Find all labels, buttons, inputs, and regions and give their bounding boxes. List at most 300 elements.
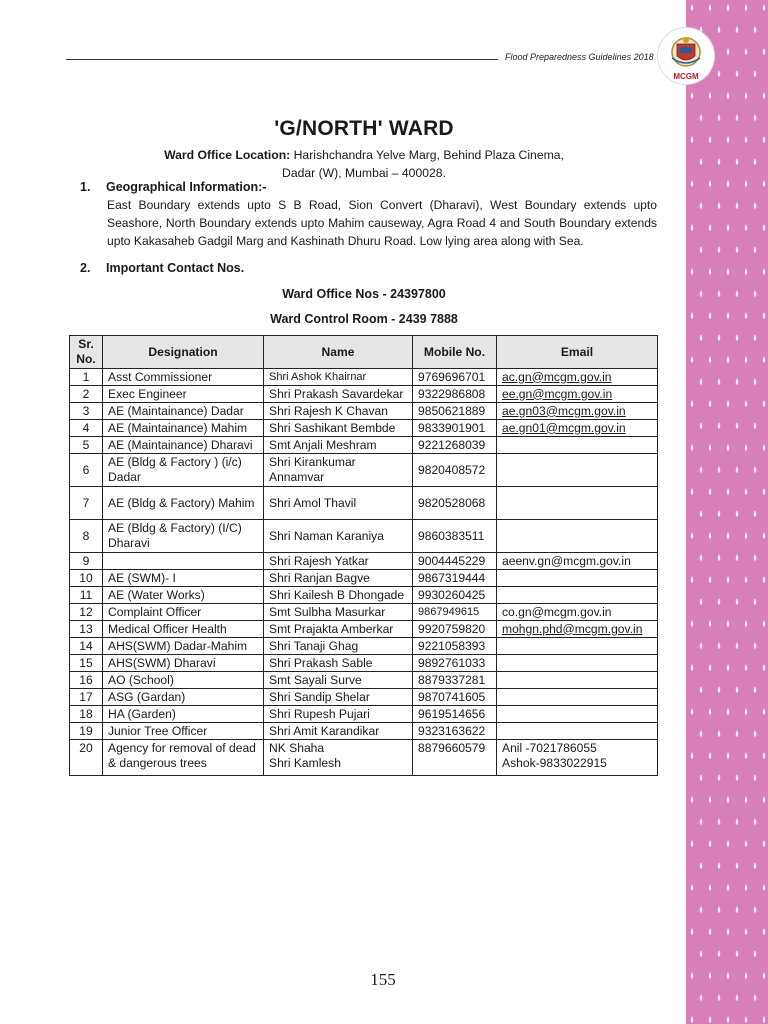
raindrop-shape	[745, 136, 748, 143]
table-row	[70, 386, 658, 403]
cell-email	[497, 587, 658, 604]
raindrop-shape	[727, 92, 730, 99]
raindrop-shape	[709, 444, 712, 451]
cell-designation: AO (School)	[103, 672, 264, 689]
raindrop-shape	[718, 70, 721, 77]
raindrop-shape	[763, 268, 766, 275]
cell-name: Shri Prakash Savardekar	[264, 386, 413, 403]
cell-designation: Medical Officer Health	[103, 621, 264, 638]
raindrop-shape	[727, 444, 730, 451]
raindrop-shape	[700, 686, 703, 693]
raindrop-shape	[700, 598, 703, 605]
raindrop-shape	[736, 26, 739, 33]
raindrop-shape	[754, 906, 757, 913]
raindrop-shape	[700, 422, 703, 429]
ward-control-room: Ward Control Room - 2439 7888	[270, 312, 458, 326]
agency-contact-name: NK Shaha	[269, 741, 325, 755]
cell-sr: 10	[70, 570, 103, 587]
decorative-pink-side-band	[686, 0, 768, 1024]
location-line2: Dadar (W), Mumbai – 400028.	[282, 166, 446, 180]
raindrop-shape	[700, 730, 703, 737]
raindrop-shape	[727, 752, 730, 759]
cell-email	[497, 655, 658, 672]
cell-sr: 7	[70, 487, 103, 520]
raindrop-shape	[754, 158, 757, 165]
cell-name: Smt Prajakta Amberkar	[264, 621, 413, 638]
raindrop-shape	[763, 620, 766, 627]
cell-name: Smt Sayali Surve	[264, 672, 413, 689]
raindrop-shape	[763, 708, 766, 715]
cell-sr: 19	[70, 723, 103, 740]
cell-email	[497, 520, 658, 553]
cell-designation: ASG (Gardan)	[103, 689, 264, 706]
raindrop-shape	[709, 620, 712, 627]
agency-contact-name-2: Shri Kamlesh	[269, 756, 341, 770]
raindrop-shape	[745, 664, 748, 671]
raindrop-shape	[718, 158, 721, 165]
raindrop-pattern	[686, 0, 768, 1024]
cell-mobile: 9870741605	[413, 689, 497, 706]
raindrop-shape	[736, 554, 739, 561]
raindrop-shape	[718, 554, 721, 561]
raindrop-shape	[754, 466, 757, 473]
cell-name: Shri Prakash Sable	[264, 655, 413, 672]
cell-name: Shri Naman Karaniya	[264, 520, 413, 553]
cell-designation: AHS(SWM) Dadar-Mahim	[103, 638, 264, 655]
raindrop-shape	[718, 818, 721, 825]
email-link[interactable]: ae.gn03@mcgm.gov.in	[502, 403, 626, 418]
email-link[interactable]: mohgn.phd@mcgm.gov.in	[502, 621, 643, 636]
raindrop-shape	[736, 466, 739, 473]
cell-email[interactable]	[497, 621, 658, 638]
raindrop-shape	[718, 466, 721, 473]
table-row	[70, 689, 658, 706]
raindrop-shape	[691, 268, 694, 275]
raindrop-shape	[691, 224, 694, 231]
col-header-sr: Sr. No.	[70, 336, 103, 369]
raindrop-shape	[754, 642, 757, 649]
raindrop-shape	[691, 4, 694, 11]
raindrop-shape	[763, 224, 766, 231]
raindrop-shape	[727, 840, 730, 847]
section-contacts-heading	[80, 261, 244, 275]
cell-name: Shri Rupesh Pujari	[264, 706, 413, 723]
raindrop-shape	[745, 796, 748, 803]
cell-mobile: 9221268039	[413, 437, 497, 454]
raindrop-shape	[691, 620, 694, 627]
raindrop-shape	[736, 642, 739, 649]
cell-designation: AE (Maintainance) Mahim	[103, 420, 264, 437]
raindrop-shape	[763, 312, 766, 319]
cell-email	[497, 437, 658, 454]
cell-designation: AE (Bldg & Factory) Mahim	[103, 487, 264, 520]
raindrop-shape	[691, 444, 694, 451]
cell-sr: 3	[70, 403, 103, 420]
raindrop-shape	[691, 752, 694, 759]
agency-contact-phone: Anil -7021786055	[502, 741, 597, 755]
raindrop-shape	[718, 334, 721, 341]
raindrop-shape	[763, 840, 766, 847]
raindrop-shape	[754, 378, 757, 385]
raindrop-shape	[718, 510, 721, 517]
cell-mobile: 9769696701	[413, 369, 497, 386]
cell-designation: AE (SWM)- I	[103, 570, 264, 587]
section-number: 1.	[80, 180, 91, 194]
cell-designation: AE (Maintainance) Dharavi	[103, 437, 264, 454]
raindrop-shape	[727, 576, 730, 583]
raindrop-shape	[754, 70, 757, 77]
col-header-designation: Designation	[103, 336, 264, 369]
raindrop-shape	[709, 400, 712, 407]
raindrop-shape	[700, 906, 703, 913]
cell-email[interactable]	[497, 386, 658, 403]
raindrop-shape	[745, 92, 748, 99]
raindrop-shape	[763, 400, 766, 407]
section-number: 2.	[80, 261, 91, 275]
raindrop-shape	[691, 708, 694, 715]
table-row	[70, 638, 658, 655]
email-link[interactable]: ee.gn@mcgm.gov.in	[502, 386, 613, 401]
cell-name: Shri Sashikant Bembde	[264, 420, 413, 437]
table-row	[70, 570, 658, 587]
raindrop-shape	[691, 664, 694, 671]
raindrop-shape	[709, 840, 712, 847]
raindrop-shape	[736, 774, 739, 781]
raindrop-shape	[754, 202, 757, 209]
cell-sr: 12	[70, 604, 103, 621]
raindrop-shape	[763, 664, 766, 671]
raindrop-shape	[754, 246, 757, 253]
cell-designation: HA (Garden)	[103, 706, 264, 723]
cell-designation	[103, 553, 264, 570]
raindrop-shape	[718, 378, 721, 385]
raindrop-shape	[745, 532, 748, 539]
raindrop-shape	[718, 202, 721, 209]
raindrop-shape	[727, 268, 730, 275]
guideline-title: Flood Preparedness Guidelines 2018	[505, 52, 654, 62]
raindrop-shape	[745, 4, 748, 11]
raindrop-shape	[718, 422, 721, 429]
raindrop-shape	[763, 928, 766, 935]
page-title: 'G/NORTH' WARD	[274, 117, 454, 140]
table-row	[70, 454, 658, 487]
raindrop-shape	[691, 488, 694, 495]
raindrop-shape	[691, 92, 694, 99]
cell-name: Shri Kirankumar Annamvar	[264, 454, 413, 487]
raindrop-shape	[718, 730, 721, 737]
contacts-table	[69, 335, 658, 776]
cell-email	[497, 689, 658, 706]
raindrop-shape	[763, 1016, 766, 1023]
cell-designation: AE (Bldg & Factory ) (i/c) Dadar	[103, 454, 264, 487]
mcgm-logo	[658, 28, 714, 84]
raindrop-shape	[745, 356, 748, 363]
cell-mobile: 9323163622	[413, 723, 497, 740]
cell-email[interactable]	[497, 403, 658, 420]
raindrop-shape	[700, 950, 703, 957]
raindrop-shape	[763, 356, 766, 363]
raindrop-shape	[700, 818, 703, 825]
raindrop-shape	[754, 554, 757, 561]
raindrop-shape	[700, 774, 703, 781]
cell-sr: 2	[70, 386, 103, 403]
raindrop-shape	[763, 136, 766, 143]
raindrop-shape	[745, 180, 748, 187]
raindrop-shape	[736, 70, 739, 77]
raindrop-shape	[763, 4, 766, 11]
raindrop-shape	[754, 334, 757, 341]
cell-sr: 9	[70, 553, 103, 570]
raindrop-shape	[691, 796, 694, 803]
raindrop-shape	[763, 576, 766, 583]
cell-mobile: 9930260425	[413, 587, 497, 604]
raindrop-shape	[718, 686, 721, 693]
raindrop-shape	[763, 92, 766, 99]
cell-email	[497, 740, 658, 776]
cell-sr: 20	[70, 740, 103, 776]
logo-label: MCGM	[673, 72, 699, 81]
raindrop-shape	[763, 796, 766, 803]
cell-sr: 16	[70, 672, 103, 689]
raindrop-shape	[763, 752, 766, 759]
raindrop-shape	[709, 576, 712, 583]
raindrop-shape	[709, 708, 712, 715]
raindrop-shape	[745, 576, 748, 583]
raindrop-shape	[745, 224, 748, 231]
cell-email	[497, 570, 658, 587]
raindrop-shape	[709, 928, 712, 935]
raindrop-shape	[763, 488, 766, 495]
raindrop-shape	[691, 1016, 694, 1023]
section-heading: Geographical Information:-	[106, 180, 267, 194]
cell-name: Smt Anjali Meshram	[264, 437, 413, 454]
raindrop-shape	[727, 796, 730, 803]
raindrop-shape	[736, 818, 739, 825]
raindrop-shape	[736, 378, 739, 385]
raindrop-shape	[709, 796, 712, 803]
raindrop-shape	[727, 928, 730, 935]
agency-contact-phone-2: Ashok-9833022915	[502, 756, 607, 770]
raindrop-shape	[709, 532, 712, 539]
raindrop-shape	[709, 752, 712, 759]
raindrop-shape	[718, 862, 721, 869]
raindrop-shape	[727, 224, 730, 231]
cell-sr: 5	[70, 437, 103, 454]
raindrop-shape	[754, 686, 757, 693]
raindrop-shape	[718, 246, 721, 253]
table-row	[70, 604, 658, 621]
raindrop-shape	[745, 268, 748, 275]
raindrop-shape	[727, 708, 730, 715]
raindrop-shape	[736, 950, 739, 957]
table-row	[70, 621, 658, 638]
cell-email	[497, 672, 658, 689]
cell-designation: AE (Bldg & Factory) (I/C) Dharavi	[103, 520, 264, 553]
cell-mobile: 9867319444	[413, 570, 497, 587]
email-link[interactable]: ac.gn@mcgm.gov.in	[502, 369, 612, 384]
raindrop-shape	[736, 730, 739, 737]
cell-sr: 1	[70, 369, 103, 386]
cell-email: aeenv.gn@mcgm.gov.in	[497, 553, 658, 570]
raindrop-shape	[709, 356, 712, 363]
email-link[interactable]: ae.gn01@mcgm.gov.in	[502, 420, 626, 435]
cell-email[interactable]	[497, 369, 658, 386]
cell-mobile: 9221058393	[413, 638, 497, 655]
col-header-mobile: Mobile No.	[413, 336, 497, 369]
cell-mobile: 8879337281	[413, 672, 497, 689]
cell-email[interactable]	[497, 420, 658, 437]
cell-mobile: 9850621889	[413, 403, 497, 420]
cell-sr: 15	[70, 655, 103, 672]
raindrop-shape	[745, 488, 748, 495]
table-row	[70, 420, 658, 437]
cell-name	[264, 740, 413, 776]
raindrop-shape	[727, 664, 730, 671]
raindrop-shape	[736, 114, 739, 121]
raindrop-shape	[745, 620, 748, 627]
section-heading: Important Contact Nos.	[106, 261, 245, 275]
col-header-name: Name	[264, 336, 413, 369]
raindrop-shape	[691, 576, 694, 583]
raindrop-shape	[727, 356, 730, 363]
raindrop-shape	[700, 246, 703, 253]
raindrop-shape	[754, 422, 757, 429]
col-header-email: Email	[497, 336, 658, 369]
raindrop-shape	[754, 290, 757, 297]
raindrop-shape	[700, 862, 703, 869]
table-row	[70, 587, 658, 604]
cell-email	[497, 723, 658, 740]
raindrop-shape	[745, 840, 748, 847]
raindrop-shape	[745, 884, 748, 891]
raindrop-shape	[718, 26, 721, 33]
cell-mobile: 9920759820	[413, 621, 497, 638]
cell-sr: 6	[70, 454, 103, 487]
raindrop-shape	[754, 862, 757, 869]
cell-name: Shri Amol Thavil	[264, 487, 413, 520]
cell-name: Shri Tanaji Ghag	[264, 638, 413, 655]
raindrop-shape	[709, 1016, 712, 1023]
raindrop-shape	[736, 686, 739, 693]
raindrop-shape	[736, 246, 739, 253]
header-rule	[66, 59, 498, 60]
raindrop-shape	[700, 466, 703, 473]
cell-mobile: 9004445229	[413, 553, 497, 570]
raindrop-shape	[745, 48, 748, 55]
raindrop-shape	[691, 840, 694, 847]
raindrop-shape	[727, 488, 730, 495]
cell-designation: Asst Commissioner	[103, 369, 264, 386]
raindrop-shape	[700, 158, 703, 165]
cell-designation: AE (Water Works)	[103, 587, 264, 604]
raindrop-shape	[727, 48, 730, 55]
cell-sr: 14	[70, 638, 103, 655]
raindrop-shape	[709, 488, 712, 495]
cell-sr: 11	[70, 587, 103, 604]
raindrop-shape	[754, 510, 757, 517]
raindrop-shape	[736, 862, 739, 869]
cell-email	[497, 706, 658, 723]
cell-name: Shri Kailesh B Dhongade	[264, 587, 413, 604]
raindrop-shape	[718, 598, 721, 605]
cell-mobile: 9820408572	[413, 454, 497, 487]
raindrop-shape	[700, 510, 703, 517]
table-row	[70, 553, 658, 570]
raindrop-shape	[736, 422, 739, 429]
section-geographical-heading	[80, 180, 266, 194]
table-row	[70, 706, 658, 723]
cell-mobile: 9619514656	[413, 706, 497, 723]
raindrop-shape	[718, 950, 721, 957]
raindrop-shape	[727, 4, 730, 11]
raindrop-shape	[691, 532, 694, 539]
raindrop-shape	[763, 532, 766, 539]
raindrop-shape	[745, 400, 748, 407]
raindrop-shape	[754, 26, 757, 33]
raindrop-shape	[754, 730, 757, 737]
raindrop-shape	[745, 708, 748, 715]
cell-mobile: 9867949615	[413, 604, 497, 621]
raindrop-shape	[763, 444, 766, 451]
table-row	[70, 437, 658, 454]
table-header-row	[70, 336, 658, 369]
cell-sr: 8	[70, 520, 103, 553]
raindrop-shape	[691, 400, 694, 407]
cell-designation: Exec Engineer	[103, 386, 264, 403]
location-label: Ward Office Location:	[164, 148, 291, 162]
geographical-info-text: East Boundary extends upto S B Road, Sion Convert (Dharavi), West Boundary extends upto Seashore, North Boundary extends upto Mahim causeway, Agra Road 4 and South Boundary extends upto Kakasaheb Gadgil Marg and Kashinath Dhuru Road. Low lying area along with Sea.	[107, 198, 657, 248]
raindrop-shape	[736, 994, 739, 1001]
raindrop-shape	[727, 532, 730, 539]
raindrop-shape	[763, 48, 766, 55]
table-row	[70, 487, 658, 520]
raindrop-shape	[754, 818, 757, 825]
cell-designation: AHS(SWM) Dharavi	[103, 655, 264, 672]
raindrop-shape	[736, 202, 739, 209]
cell-email: co.gn@mcgm.gov.in	[497, 604, 658, 621]
table-row	[70, 369, 658, 386]
raindrop-shape	[754, 598, 757, 605]
cell-name: Shri Ranjan Bagve	[264, 570, 413, 587]
raindrop-shape	[745, 312, 748, 319]
raindrop-shape	[700, 334, 703, 341]
raindrop-shape	[691, 180, 694, 187]
cell-email	[497, 638, 658, 655]
raindrop-shape	[736, 158, 739, 165]
raindrop-shape	[736, 334, 739, 341]
raindrop-shape	[709, 884, 712, 891]
raindrop-shape	[754, 994, 757, 1001]
raindrop-shape	[700, 378, 703, 385]
raindrop-shape	[745, 752, 748, 759]
raindrop-shape	[700, 202, 703, 209]
cell-name: Shri Rajesh Yatkar	[264, 553, 413, 570]
table-row	[70, 672, 658, 689]
raindrop-shape	[727, 400, 730, 407]
raindrop-shape	[763, 884, 766, 891]
cell-mobile: 9322986808	[413, 386, 497, 403]
cell-mobile: 8879660579	[413, 740, 497, 776]
raindrop-shape	[718, 906, 721, 913]
raindrop-shape	[727, 620, 730, 627]
raindrop-shape	[745, 928, 748, 935]
cell-name: Shri Sandip Shelar	[264, 689, 413, 706]
raindrop-shape	[736, 906, 739, 913]
raindrop-shape	[691, 356, 694, 363]
table-row	[70, 740, 658, 776]
cell-mobile: 9860383511	[413, 520, 497, 553]
raindrop-shape	[754, 950, 757, 957]
